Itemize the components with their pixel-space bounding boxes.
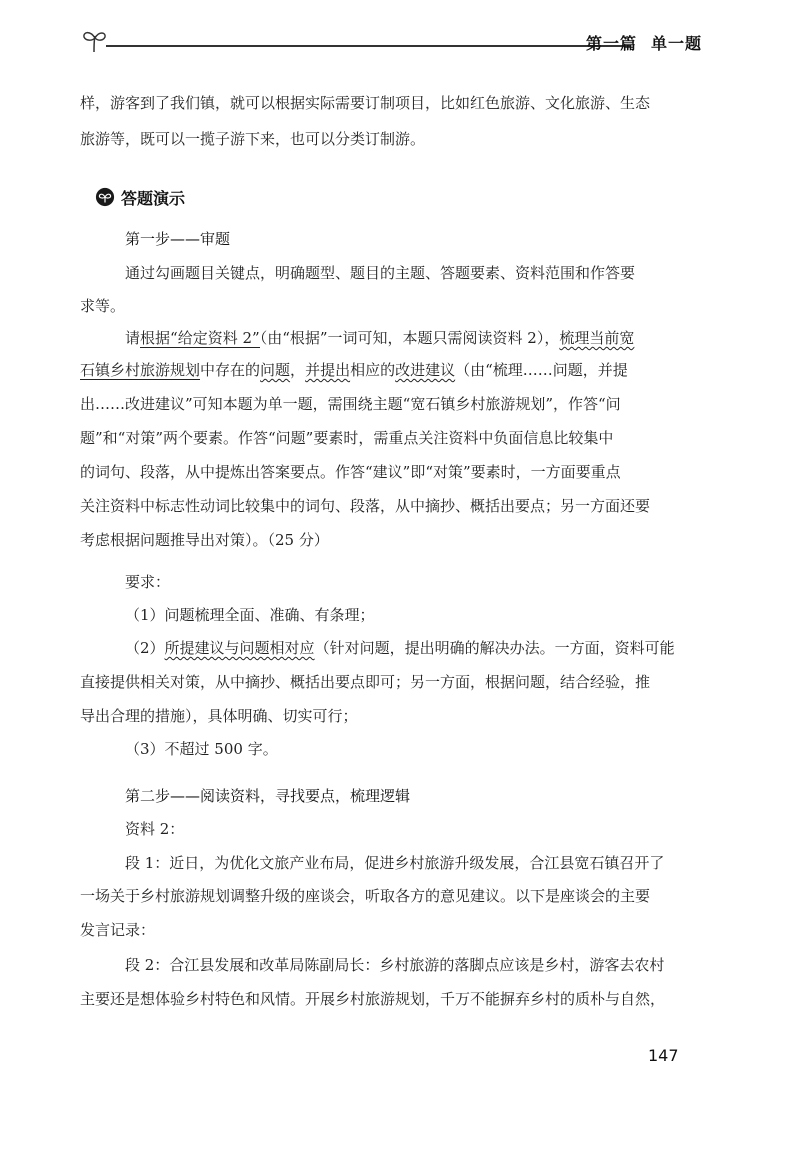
step1-title: 第一步——审题 — [125, 230, 231, 248]
step1-para2-line3: 出……改进建议”可知本题为单一题，需围绕主题“宽石镇乡村旅游规划”，作答“问 — [80, 395, 621, 413]
sprout-icon — [80, 26, 110, 56]
section-title: 答题演示 — [121, 189, 186, 208]
step1-para2-line1: 请根据“给定资料 2”（由“根据”一词可知，本题只需阅读资料 2），梳理当前宽 — [125, 329, 635, 347]
requirement-1: （1）问题梳理全面、准确、有条理； — [125, 606, 375, 624]
chapter-label — [586, 31, 702, 54]
step2-title: 第二步——阅读资料，寻找要点，梳理逻辑 — [125, 787, 411, 805]
step1-para2-line4: 题”和“对策”两个要素。作答“问题”要素时，需重点关注资料中负面信息比较集中 — [80, 429, 614, 447]
requirement-2-line2: 直接提供相关对策，从中摘抄、概括出要点即可；另一方面，根据问题，结合经验，推 — [80, 673, 651, 691]
para2-line2: 主要还是想体验乡村特色和风情。开展乡村旅游规划，千万不能摒弃乡村的质朴与自然， — [80, 990, 666, 1008]
para2-line1: 段 2：合江县发展和改革局陈副局长：乡村旅游的落脚点应该是乡村，游客去农村 — [125, 956, 665, 974]
material-label: 资料 2： — [125, 820, 185, 838]
para1-line2: 一场关于乡村旅游规划调整升级的座谈会，听取各方的意见建议。以下是座谈会的主要 — [80, 887, 651, 905]
intro-line-2: 旅游等，既可以一揽子游下来，也可以分类订制游。 — [80, 130, 426, 148]
requirement-2-line3: 导出合理的措施），具体明确、切实可行； — [80, 707, 358, 725]
step1-para1-line1: 通过勾画题目关键点，明确题型、题目的主题、答题要素、资料范围和作答要 — [125, 264, 636, 282]
part-label: 第一篇 — [585, 34, 637, 53]
para1-line1: 段 1：近日，为优化文旅产业布局，促进乡村旅游升级发展，合江县宽石镇召开了 — [125, 854, 665, 872]
page-header — [80, 26, 720, 56]
step1-para2-line6: 关注资料中标志性动词比较集中的词句、段落，从中摘抄、概括出要点；另一方面还要 — [80, 497, 651, 515]
para1-line3: 发言记录： — [80, 921, 156, 939]
requirement-3: （3）不超过 500 字。 — [125, 740, 278, 758]
step1-para2-line2: 石镇乡村旅游规划中存在的问题，并提出相应的改进建议（由“梳理……问题，并提 — [80, 361, 628, 379]
step1-para2-line5: 的词句、段落，从中提炼出答案要点。作答“建议”即“对策”要素时，一方面要重点 — [80, 463, 621, 481]
requirement-2-line1: （2）所提建议与问题相对应（针对问题，提出明确的解决办法。一方面，资料可能 — [125, 639, 675, 657]
page-number: 147 — [648, 1046, 679, 1065]
leaf-badge-icon — [95, 187, 115, 207]
step1-para2-line7: 考虑根据问题推导出对策）。（25 分） — [80, 531, 329, 549]
step1-para1-line2: 求等。 — [80, 297, 126, 315]
chapter-title: 单一题 — [650, 34, 702, 53]
requirements-title: 要求： — [125, 573, 171, 591]
intro-line-1: 样，游客到了我们镇，就可以根据实际需要订制项目，比如红色旅游、文化旅游、生态 — [80, 94, 651, 112]
header-rule — [106, 45, 630, 47]
